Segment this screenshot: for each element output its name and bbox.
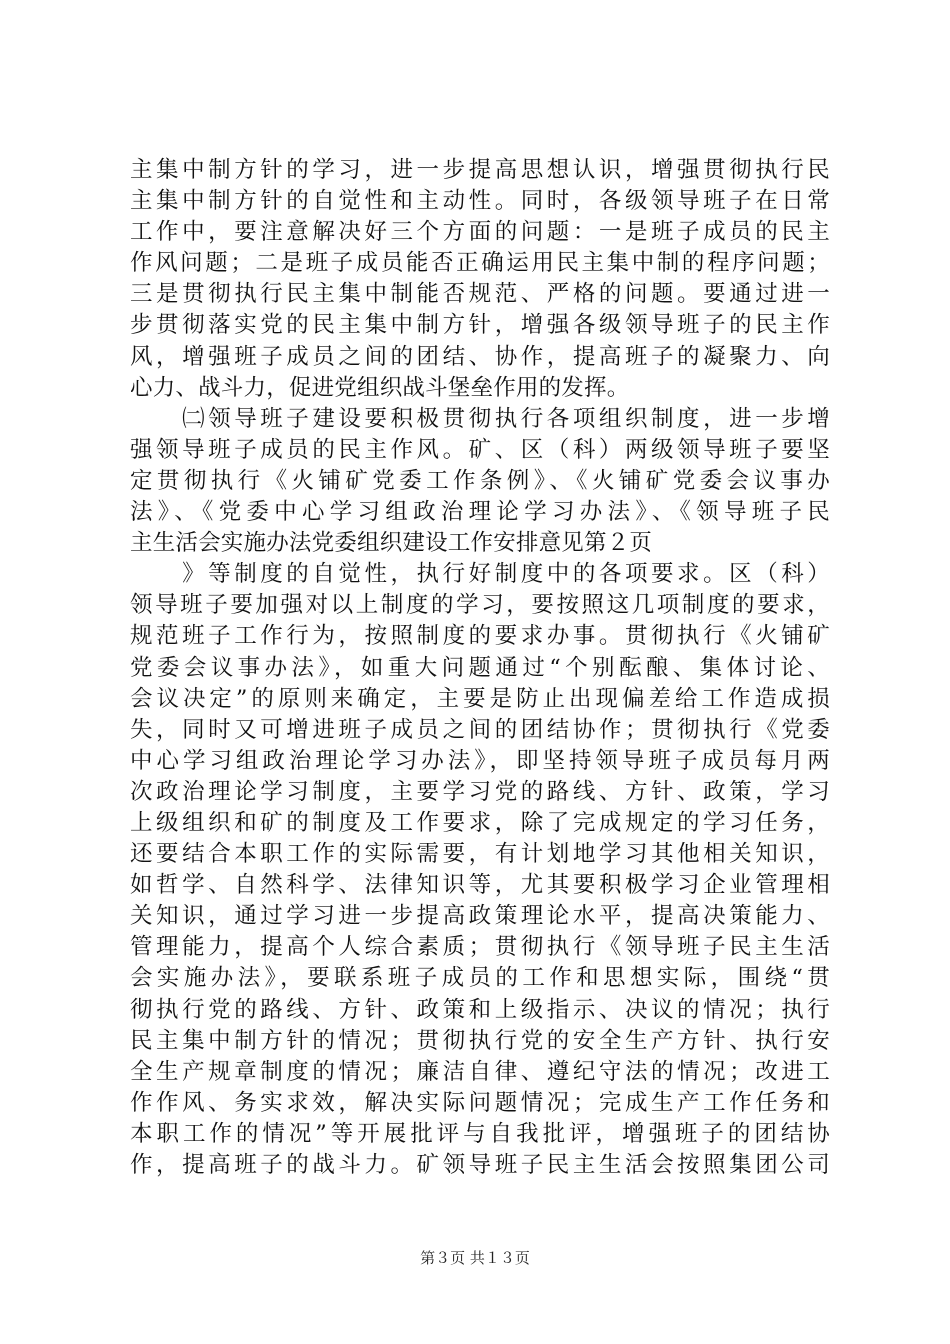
text-line: 规范班子工作行为，按照制度的要求办事。贯彻执行《火铺矿: [130, 623, 830, 650]
text-line: 党委会议事办法》，如重大问题通过“个别酝酿、集体讨论、: [130, 654, 830, 681]
page-number: 第３页 共１３页: [420, 1249, 530, 1267]
text-line: 民主集中制方针的情况；贯彻执行党的安全生产方针、执行安: [130, 1027, 830, 1054]
text-line: 主生活会实施办法党委组织建设工作安排意见第２页: [130, 530, 653, 557]
text-line: 如哲学、自然科学、法律知识等，尤其要积极学习企业管理相: [130, 872, 830, 899]
text-line: 全生产规章制度的情况；廉洁自律、遵纪守法的情况；改进工: [130, 1058, 830, 1085]
text-line: 会实施办法》，要联系班子成员的工作和思想实际，围绕“贯: [130, 965, 830, 992]
text-line: 彻执行党的路线、方针、政策和上级指示、决议的情况；执行: [130, 996, 830, 1023]
text-line: 作风问题；二是班子成员能否正确运用民主集中制的程序问题；: [130, 250, 830, 277]
text-line: 上级组织和矿的制度及工作要求，除了完成规定的学习任务，: [130, 809, 830, 836]
text-line: 作作风、务实求效，解决实际问题情况；完成生产工作任务和: [130, 1089, 830, 1116]
text-line: 工作中，要注意解决好三个方面的问题：一是班子成员的民主: [130, 219, 830, 246]
text-line: 三是贯彻执行民主集中制能否规范、严格的问题。要通过进一: [130, 281, 830, 308]
text-line: 心力、战斗力，促进党组织战斗堡垒作用的发挥。: [130, 374, 630, 401]
text-line: 定贯彻执行《火铺矿党委工作条例》、《火铺矿党委会议事办: [130, 467, 830, 494]
document-body: [130, 155, 830, 1181]
text-line: 管理能力，提高个人综合素质；贯彻执行《领导班子民主生活: [130, 934, 830, 961]
text-line: 中心学习组政治理论学习办法》，即坚持领导班子成员每月两: [130, 747, 830, 774]
text-line: 会议决定”的原则来确定，主要是防止出现偏差给工作造成损: [130, 685, 830, 712]
text-line: 风，增强班子成员之间的团结、协作，提高班子的凝聚力、向: [130, 343, 830, 370]
text-line: 作，提高班子的战斗力。矿领导班子民主生活会按照集团公司: [130, 1152, 830, 1178]
text-line: ㈡领导班子建设要积极贯彻执行各项组织制度，进一步增: [130, 405, 830, 432]
text-line: 步贯彻落实党的民主集中制方针，增强各级领导班子的民主作: [130, 312, 830, 339]
text-line: 领导班子要加强对以上制度的学习，要按照这几项制度的要求，: [130, 592, 830, 619]
text-line: 主集中制方针的自觉性和主动性。同时，各级领导班子在日常: [130, 188, 830, 215]
text-line: 》等制度的自觉性，执行好制度中的各项要求。区（科）: [130, 561, 830, 588]
text-line: 主集中制方针的学习，进一步提高思想认识，增强贯彻执行民: [130, 157, 830, 183]
text-line: 次政治理论学习制度，主要学习党的路线、方针、政策，学习: [130, 778, 830, 805]
text-line: 本职工作的情况”等开展批评与自我批评，增强班子的团结协: [130, 1120, 830, 1147]
text-line: 关知识，通过学习进一步提高政策理论水平，提高决策能力、: [130, 903, 830, 930]
text-line: 还要结合本职工作的实际需要，有计划地学习其他相关知识，: [130, 841, 830, 868]
text-line: 法》、《党委中心学习组政治理论学习办法》、《领导班子民: [130, 499, 830, 526]
text-line: 失，同时又可增进班子成员之间的团结协作；贯彻执行《党委: [130, 716, 830, 743]
text-line: 强领导班子成员的民主作风。矿、区（科）两级领导班子要坚: [130, 436, 830, 463]
